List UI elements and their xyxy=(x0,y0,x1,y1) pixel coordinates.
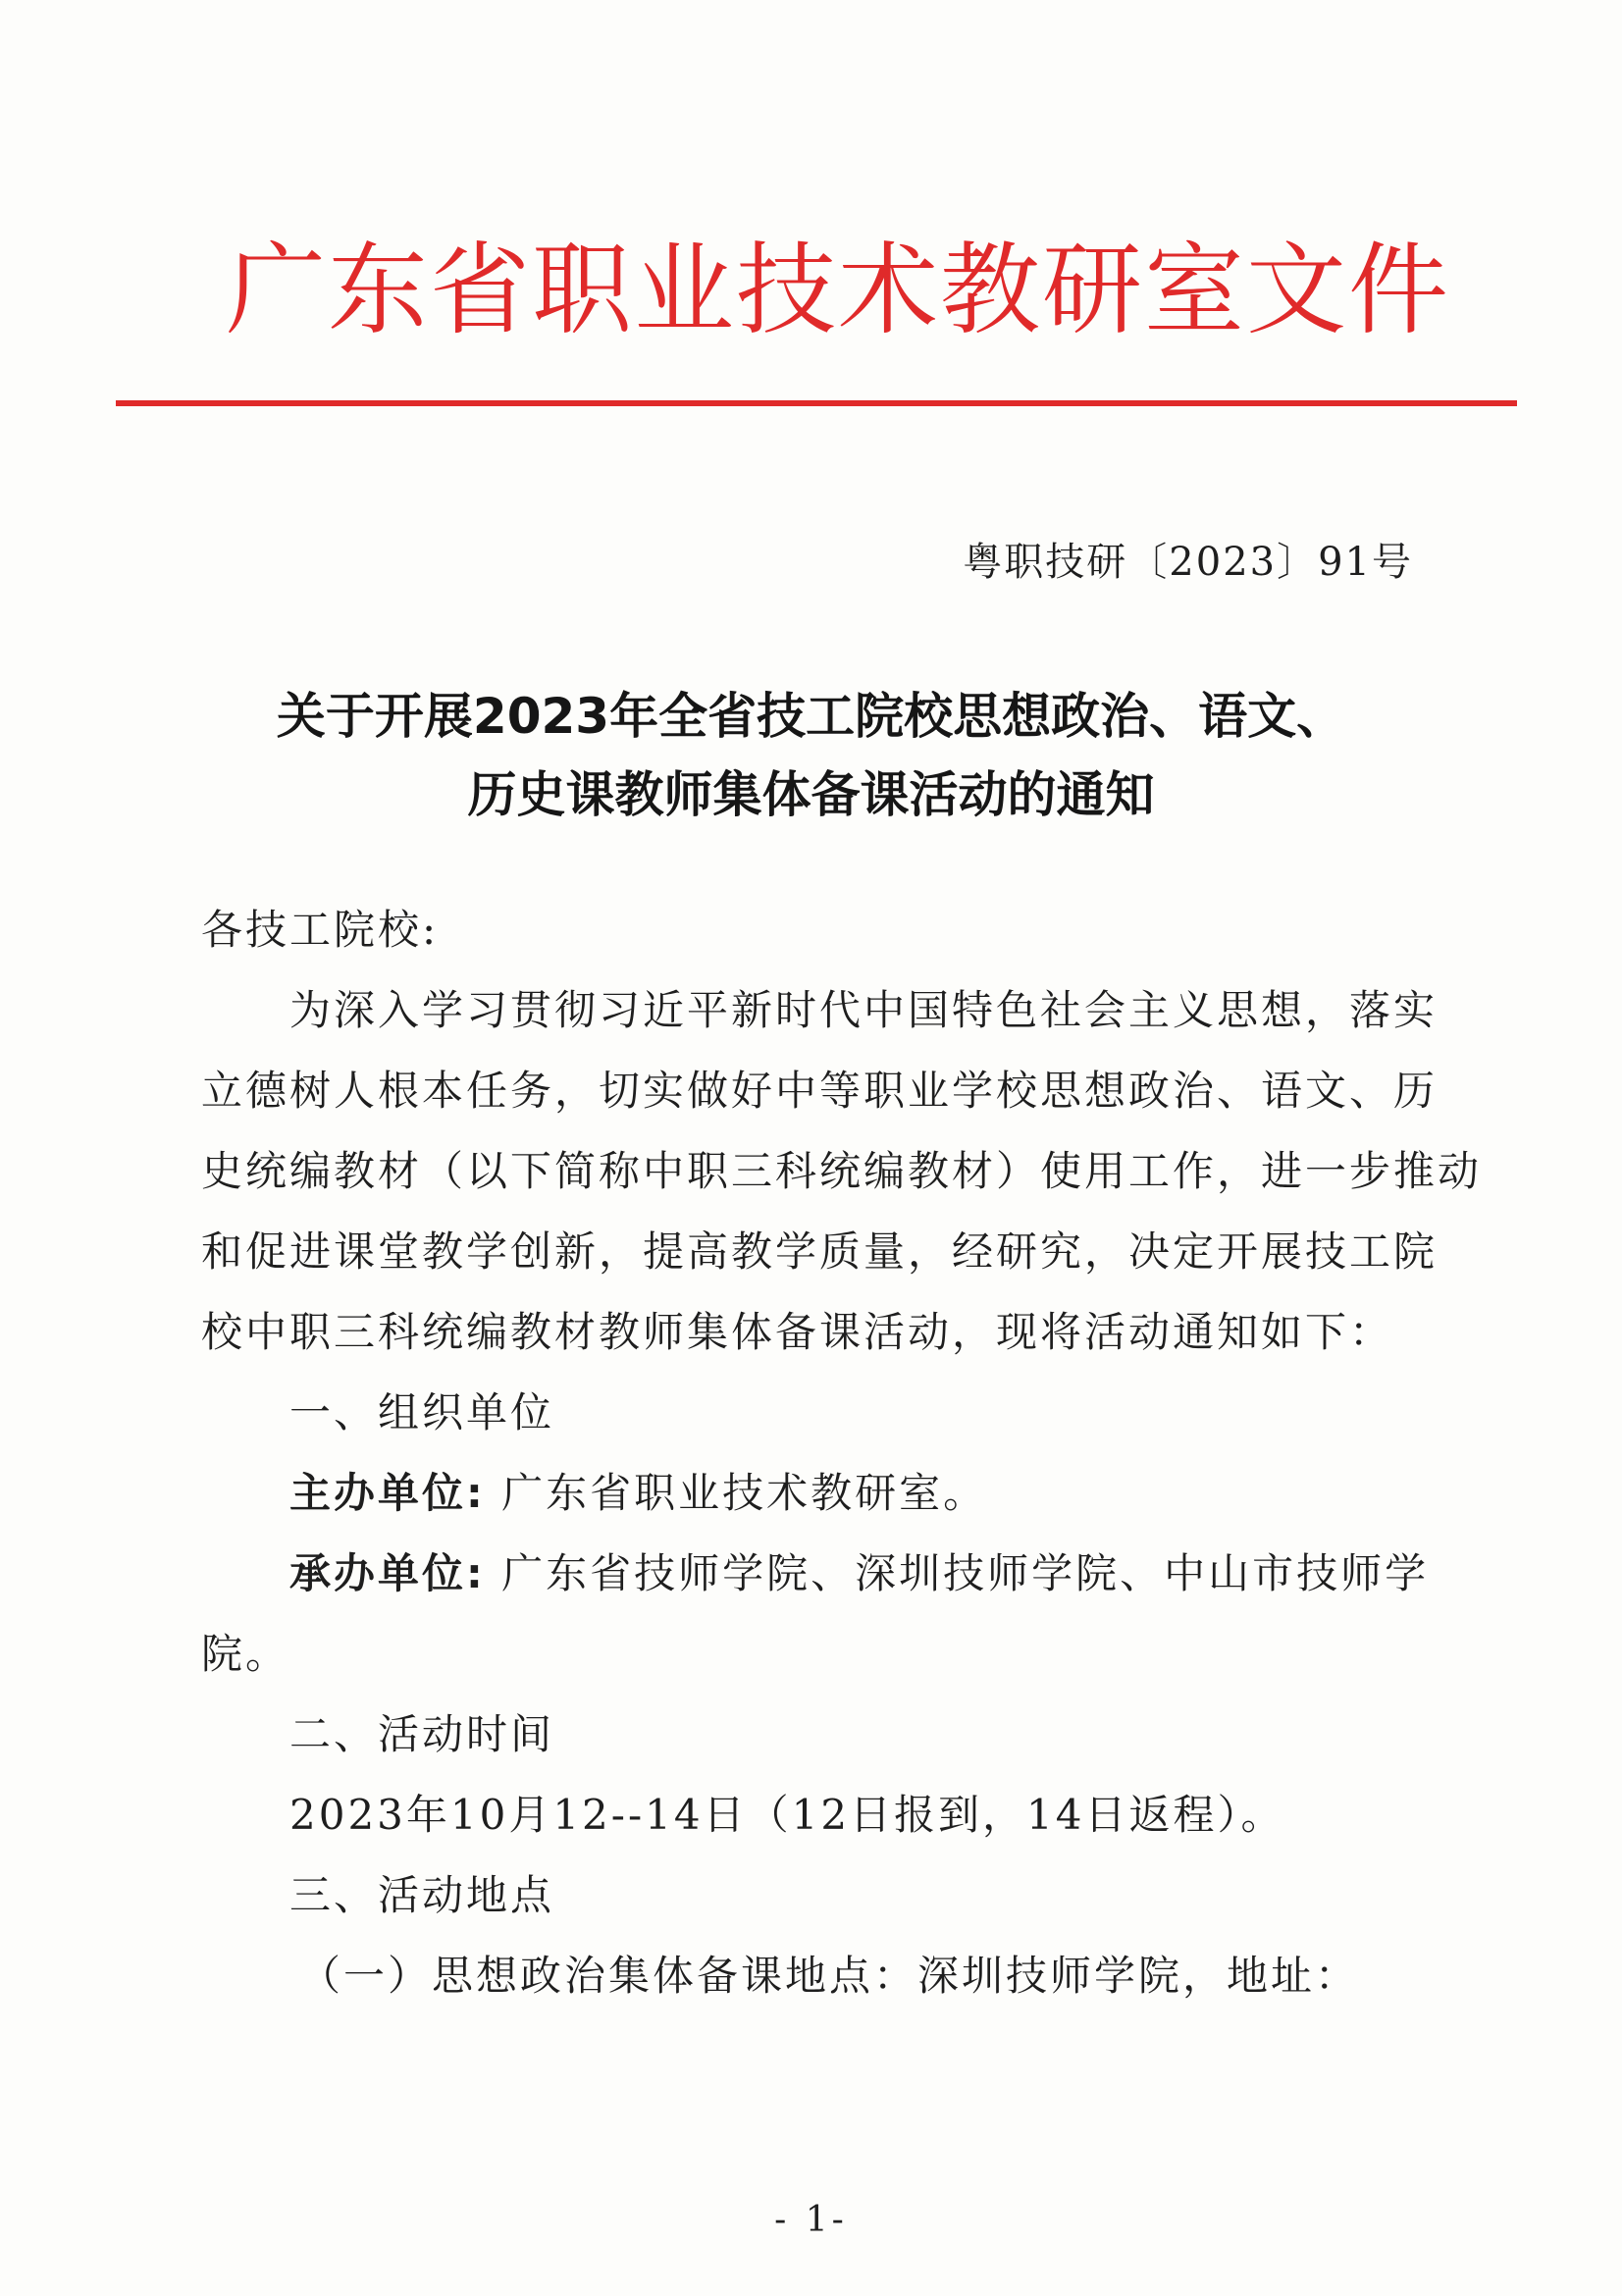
issuer-header-title: 广东省职业技术教研室文件 xyxy=(226,233,1450,349)
venue-item-1: （一）思想政治集体备课地点：深圳技师学院，地址： xyxy=(299,1952,1360,2000)
document-title-line-2: 历史课教师集体备课活动的通知 xyxy=(467,766,1155,823)
intro-line-4: 和促进课堂教学创新，提高教学质量，经研究，决定开展技工院 xyxy=(201,1227,1439,1276)
activity-time: 2023年10月12--14日（12日报到，14日返程）。 xyxy=(289,1791,1285,1839)
document-title-line-1: 关于开展2023年全省技工院校思想政治、语文、 xyxy=(276,688,1346,745)
section-2-heading: 二、活动时间 xyxy=(289,1710,555,1758)
organizer-unit-value: 广东省技师学院、深圳技师学院、中山市技师学 xyxy=(501,1549,1430,1597)
document-number: 粤职技研〔2023〕91号 xyxy=(963,540,1413,585)
red-header-rule xyxy=(116,400,1517,406)
organizer-unit xyxy=(289,1544,1430,1603)
salutation: 各技工院校: xyxy=(201,906,440,954)
organizer-unit-label: 承办单位: xyxy=(289,1549,486,1597)
host-unit-label: 主办单位: xyxy=(289,1469,486,1517)
intro-line-1: 为深入学习贯彻习近平新时代中国特色社会主义思想，落实 xyxy=(289,986,1439,1034)
page-number: - 1- xyxy=(774,2200,848,2240)
intro-line-2: 立德树人根本任务，切实做好中等职业学校思想政治、语文、历 xyxy=(201,1067,1439,1115)
section-1-heading: 一、组织单位 xyxy=(289,1388,555,1436)
intro-line-3: 史统编教材（以下简称中职三科统编教材）使用工作，进一步推动 xyxy=(201,1147,1483,1195)
host-unit xyxy=(289,1464,1418,1523)
section-3-heading: 三、活动地点 xyxy=(289,1871,555,1919)
host-unit-value: 广东省职业技术教研室。 xyxy=(501,1469,988,1517)
document-title xyxy=(118,677,1504,834)
organizer-unit-continued: 院。 xyxy=(201,1630,290,1678)
intro-line-5: 校中职三科统编教材教师集体备课活动，现将活动通知如下： xyxy=(201,1308,1394,1356)
